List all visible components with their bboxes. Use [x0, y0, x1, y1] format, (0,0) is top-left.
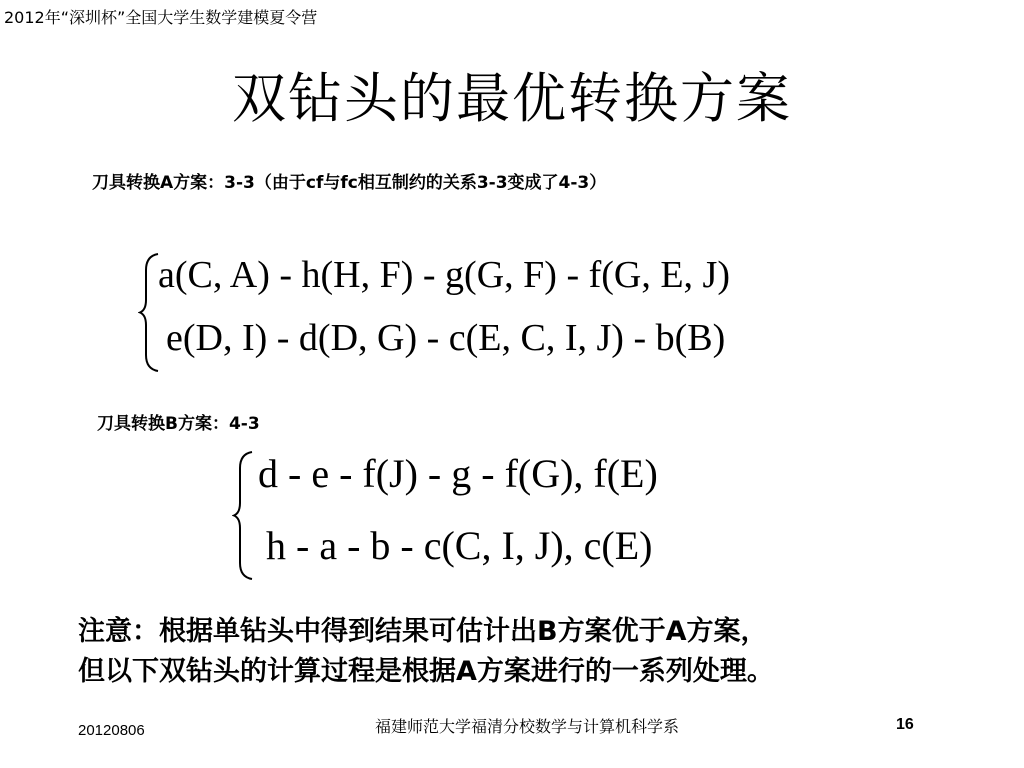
- plan-a-label: 刀具转换A方案：3-3（由于cf与fc相互制约的关系3-3变成了4-3）: [92, 173, 607, 193]
- plan-a-equation-1: a(C, A) - h(H, F) - g(G, F) - f(G, E, J): [158, 254, 731, 296]
- note-line-1: 注意：根据单钻头中得到结果可估计出B方案优于A方案，: [78, 616, 768, 647]
- plan-a-equation-2: e(D, I) - d(D, G) - c(E, C, I, J) - b(B): [166, 317, 726, 359]
- slide-title: 双钻头的最优转换方案: [232, 67, 792, 130]
- plan-b-equations: [232, 448, 752, 583]
- footer-date: 20120806: [78, 722, 145, 739]
- plan-b-equation-2: h - a - b - c(C, I, J), c(E): [266, 523, 653, 568]
- note-line-2: 但以下双钻头的计算过程是根据A方案进行的一系列处理。: [78, 656, 774, 687]
- slide-header: 2012年“深圳杯”全国大学生数学建模夏令营: [4, 8, 318, 27]
- footer-organization: 福建师范大学福清分校数学与计算机科学系: [375, 717, 680, 736]
- page-number: 16: [896, 716, 914, 733]
- note-text: [78, 612, 978, 692]
- left-brace-icon: [232, 448, 256, 583]
- plan-a-equations: [138, 250, 878, 375]
- plan-b-label: 刀具转换B方案：4-3: [97, 414, 260, 434]
- plan-b-equation-1: d - e - f(J) - g - f(G), f(E): [258, 451, 658, 496]
